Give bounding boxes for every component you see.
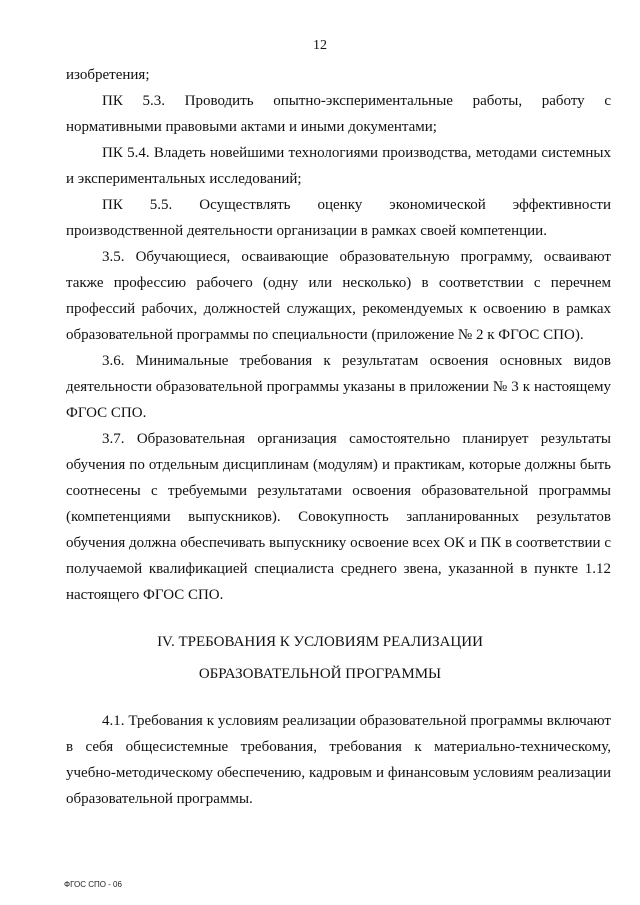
section-heading-line-1: IV. ТРЕБОВАНИЯ К УСЛОВИЯМ РЕАЛИЗАЦИИ [157,634,483,650]
section-heading [0,626,640,690]
paragraph-continuation: изобретения; [66,67,150,83]
section-heading-line-2: ОБРАЗОВАТЕЛЬНОЙ ПРОГРАММЫ [198,666,442,682]
paragraph-3-6: 3.6. Минимальные требования к результатам освоения основных видов деятельности образовательной программы указаны в приложении № 3 к настоящему ФГОС СПО. [66,353,611,421]
body-text [66,62,611,608]
page-number: 12 [313,38,327,53]
paragraph-3-5: 3.5. Обучающиеся, осваивающие образовательную программу, осваивают также профессию рабочего (одну или несколько) в соответствии с перечнем профессий рабочих, должностей служащих, рекомендуемых к освоению в рамках образовательной программы по специальности (приложение № 2 к ФГОС СПО). [66,249,611,343]
paragraph-pk-5-3: ПК 5.3. Проводить опытно-экспериментальные работы, работу с нормативными правовыми актами и иными документами; [66,93,611,135]
paragraph-4-1: 4.1. Требования к условиям реализации образовательной программы включают в себя общесистемные требования, требования к материально-техническому, учебно-методическому обеспечению, кадровым и финансовым условиям реализации образовательной программы. [66,713,611,807]
paragraph-pk-5-5: ПК 5.5. Осуществлять оценку экономической эффективности производственной деятельности организации в рамках своей компетенции. [66,197,611,239]
footer-code: ФГОС СПО - 06 [64,880,122,889]
section-body [66,708,611,812]
paragraph-pk-5-4: ПК 5.4. Владеть новейшими технологиями производства, методами системных и экспериментальных исследований; [66,145,611,187]
paragraph-3-7: 3.7. Образовательная организация самостоятельно планирует результаты обучения по отдельным дисциплинам (модулям) и практикам, которые должны быть соотнесены с требуемыми результатами освоения образовательной программы (компетенциями выпускников). Совокупность запланированных результатов обучения должна обеспечивать выпускнику освоение всех ОК и ПК в соответствии с получаемой квалификацией специалиста среднего звена, указанной в пункте 1.12 настоящего ФГОС СПО. [66,431,611,603]
